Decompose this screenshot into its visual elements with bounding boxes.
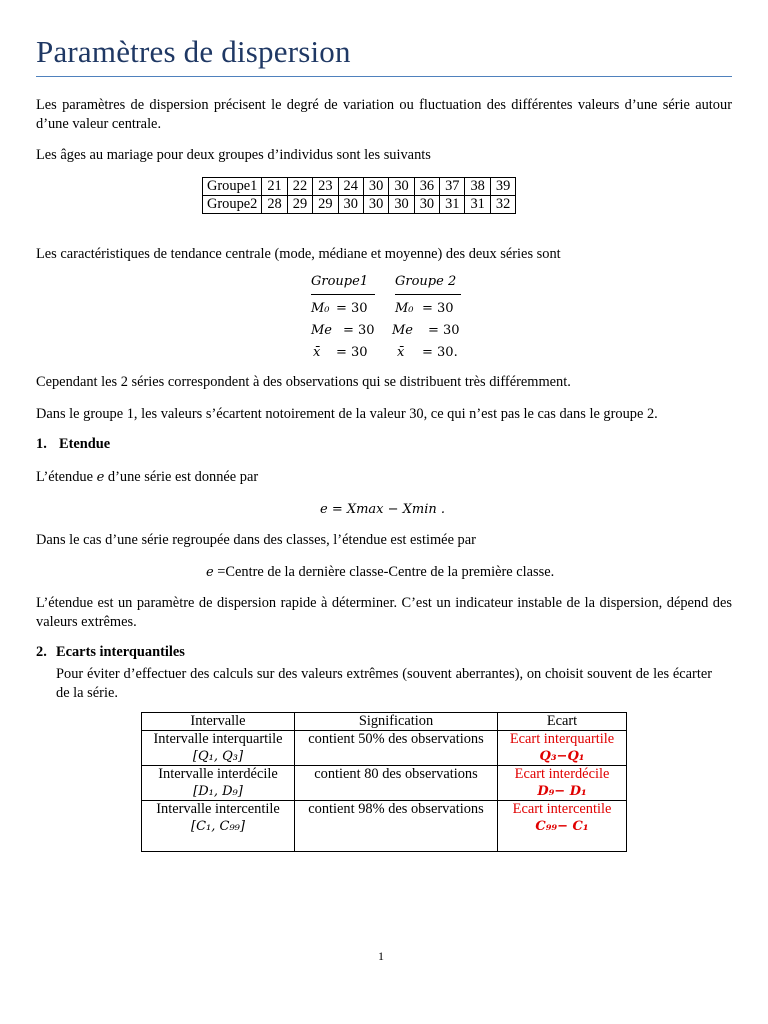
interval-name: Intervalle interquartile [153, 731, 283, 747]
table-header-row [142, 713, 627, 731]
table-row [142, 801, 627, 852]
table-row [142, 766, 627, 801]
cell: 29 [287, 196, 312, 214]
intro-paragraph: Les paramètres de dispersion précisent le degré de variation ou fluctuation des différentes valeurs d’une série autour d’une valeur centrale. [36, 97, 732, 132]
section2-title: Ecarts interquantiles [56, 644, 185, 660]
column-header: Intervalle [142, 713, 295, 731]
median-value-g2: = 30 [428, 323, 460, 338]
cependant-paragraph: Cependant les 2 séries correspondent à des observations qui se distribuent très différemment. [36, 374, 571, 390]
cell: 29 [313, 196, 338, 214]
ecart-name: Ecart interquartile [509, 731, 615, 747]
cell: 37 [440, 178, 465, 196]
etendue-definition [36, 468, 258, 487]
median-symbol-g2: Me [392, 323, 414, 338]
cell: 21 [262, 178, 287, 196]
ecart-formula: D₉− D₁ [537, 784, 587, 799]
cell: 31 [465, 196, 490, 214]
underline-groupe2 [395, 294, 461, 295]
grouped-formula-text: =Centre de la dernière classe-Centre de la première classe. [213, 564, 555, 580]
interval-bracket: [C₁, C₉₉] [191, 819, 245, 834]
row-label: Groupe1 [203, 178, 262, 196]
page-number: 1 [378, 949, 384, 963]
ecart-cell [498, 766, 627, 801]
interval-name: Intervalle interdécile [158, 766, 278, 782]
cell: 30 [389, 178, 414, 196]
meaning-cell: contient 98% des observations [295, 801, 498, 852]
dispersion-table [141, 712, 627, 852]
mean-symbol-g1: x̄ [313, 345, 321, 360]
table-row [142, 731, 627, 766]
cell: 30 [338, 196, 363, 214]
ages-intro: Les âges au mariage pour deux groupes d’individus sont les suivants [36, 147, 431, 163]
median-value-g1: = 30 [343, 323, 375, 338]
row-label: Groupe2 [203, 196, 262, 214]
interval-name: Intervalle intercentile [156, 801, 280, 817]
grouped-formula [206, 563, 554, 582]
mode-value-g1: = 30 [336, 301, 368, 316]
interval-cell [142, 801, 295, 852]
groupe1-paragraph: Dans le groupe 1, les valeurs s’écartent notoirement de la valeur 30, ce qui n’est pas le cas dans le groupe 2. [36, 406, 658, 422]
underline-groupe1 [311, 294, 375, 295]
ages-table [202, 177, 516, 214]
median-symbol-g1: Me [311, 323, 333, 338]
column-header: Ecart [498, 713, 627, 731]
title-underline [36, 76, 732, 77]
cell: 28 [262, 196, 287, 214]
column-header: Signification [295, 713, 498, 731]
table-row [203, 196, 516, 214]
section2-intro: Pour éviter d’effectuer des calculs sur des valeurs extrêmes (souvent aberrantes), on choisit souvent de les écarter de la série. [56, 666, 712, 701]
cell: 24 [338, 178, 363, 196]
header-groupe2: Groupe 2 [395, 274, 457, 289]
cell: 39 [490, 178, 515, 196]
mode-symbol-g1: M₀ [311, 301, 330, 316]
interval-cell [142, 731, 295, 766]
meaning-cell: contient 50% des observations [295, 731, 498, 766]
mode-value-g2: = 30 [422, 301, 454, 316]
variable-e: e [206, 565, 214, 580]
definition-text-end: d’une série est donnée par [104, 469, 259, 485]
table-row [203, 178, 516, 196]
cell: 30 [363, 178, 388, 196]
cell: 38 [465, 178, 490, 196]
section1-title: Etendue [59, 436, 111, 452]
mode-symbol-g2: M₀ [395, 301, 414, 316]
cell: 23 [313, 178, 338, 196]
ecart-cell [498, 731, 627, 766]
ecart-name: Ecart interdécile [514, 766, 610, 782]
ecart-name: Ecart intercentile [512, 801, 612, 817]
section1-number: 1. [36, 436, 47, 452]
ecart-cell [498, 801, 627, 852]
cell: 22 [287, 178, 312, 196]
section2-number: 2. [36, 644, 47, 660]
header-groupe1: Groupe1 [311, 274, 369, 289]
grouped-paragraph: Dans le cas d’une série regroupée dans des classes, l’étendue est estimée par [36, 532, 476, 548]
mean-value-g2: = 30. [422, 345, 458, 360]
interval-bracket: [Q₁, Q₃] [192, 749, 244, 764]
cell: 30 [414, 196, 439, 214]
cell: 31 [440, 196, 465, 214]
variable-e: e [96, 470, 105, 485]
meaning-cell: contient 80 des observations [295, 766, 498, 801]
etendue-remark: L’étendue est un paramètre de dispersion rapide à déterminer. C’est un indicateur instable de la dispersion, dépend des valeurs extrêmes. [36, 595, 732, 630]
cell: 30 [363, 196, 388, 214]
interval-bracket: [D₁, D₉] [193, 784, 243, 799]
ecart-formula: Q₃−Q₁ [539, 749, 585, 764]
cell: 32 [490, 196, 515, 214]
cell: 36 [414, 178, 439, 196]
mean-symbol-g2: x̄ [397, 345, 405, 360]
interval-cell [142, 766, 295, 801]
definition-text-start: L’étendue [36, 469, 97, 485]
cell: 30 [389, 196, 414, 214]
mean-value-g1: = 30 [336, 345, 368, 360]
ecart-formula: C₉₉− C₁ [535, 819, 589, 834]
central-intro: Les caractéristiques de tendance centrale (mode, médiane et moyenne) des deux séries sont [36, 246, 561, 262]
page-title: Paramètres de dispersion [36, 34, 351, 69]
etendue-formula: e = Xmax − Xmin . [320, 502, 446, 517]
